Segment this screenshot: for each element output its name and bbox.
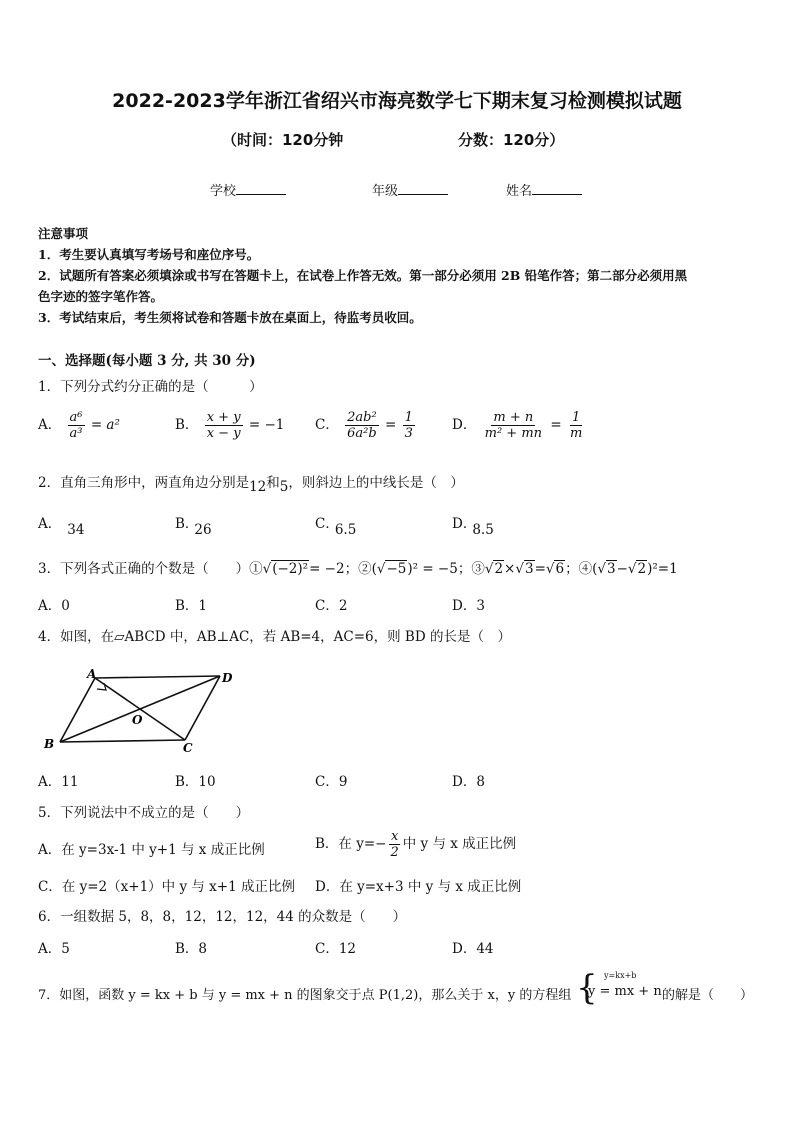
q1-d-fraction: $\frac{m + n}{\text{m² + mn}}$	[484, 410, 543, 441]
q2-option-b: B．26	[175, 516, 212, 538]
q2-leg-1: 12	[249, 479, 267, 495]
q6-option-b: B．8	[175, 941, 208, 957]
q1-c-label: C．	[315, 417, 339, 433]
name-blank	[532, 182, 582, 195]
q4-side-bc	[60, 740, 185, 742]
q5-stem: 5．下列说法中不成立的是（ ）	[38, 805, 250, 821]
notice-item-1: 1．考生要认真填写考场号和座位序号。	[38, 247, 260, 262]
q1-b-fraction: $\frac{x + y}{x - y}$	[206, 410, 241, 441]
q4-label-c: C	[183, 741, 193, 754]
grade-field	[372, 180, 448, 199]
q5-option-c: C．在 y=2（x+1）中 y 与 x+1 成正比例	[38, 879, 295, 895]
q5-option-b: B．在 y=− $\frac{x}{2}$ 中 y 与 x 成正比例	[315, 829, 517, 860]
q1-a-label: A．	[38, 417, 62, 433]
q3-option-c: C．2	[315, 598, 348, 614]
q1-d-rhs-fraction: $\frac{1}{m}$	[569, 410, 583, 441]
q7-stem: 7．如图，函数 y = kx + b 与 y = mx + n 的图象交于点 P(1,2)，那么关于 x，y 的方程组	[38, 988, 572, 1003]
q4-side-ad	[95, 676, 220, 678]
q4-label-a: A	[87, 667, 97, 681]
q4-right-angle-mark	[97, 683, 106, 690]
q1-stem: 1．下列分式约分正确的是（ ）	[38, 379, 263, 395]
q3-option-b: B．1	[175, 598, 208, 614]
q2-stem: 2．直角三角形中，两直角边分别是12和5，则斜边上的中线长是（ ）	[38, 475, 464, 495]
q5-option-a: A．在 y=3x-1 中 y+1 与 x 成正比例	[38, 842, 265, 858]
notice-item-3: 3．考试结束后，考生须将试卷和答题卡放在桌面上，待监考员收回。	[38, 310, 422, 325]
q4-option-b: B．10	[175, 774, 216, 790]
q3-option-d: D．3	[452, 598, 485, 614]
notice-item-2-cont: 色字迹的签字笔作答。	[38, 289, 164, 304]
q7-system-bottom: y = mx + n	[588, 984, 662, 999]
q5-option-d: D．在 y=x+3 中 y 与 x 成正比例	[315, 879, 522, 895]
q1-b-rhs: = −1	[248, 417, 285, 433]
q3-option-a: A．0	[38, 598, 70, 614]
q6-option-a: A．5	[38, 941, 70, 957]
q1-a-rhs: = a²	[90, 417, 120, 433]
q4-label-o: O	[132, 713, 143, 727]
q3-stem: 3．下列各式正确的个数是（ ）①√(−2)²= −2；②(√−5)² = −5；③√2×√3=√6；④(√3−√2)²=1	[38, 561, 678, 577]
q1-option-c: C． $\frac{\text{2ab²}}{\text{6a²b}}$ = $\frac{1}{3}$	[315, 410, 413, 441]
notice-item-2: 2．试题所有答案必须填涂或书写在答题卡上，在试卷上作答无效。第一部分必须用 2B 铅笔作答；第二部分必须用黑	[38, 268, 688, 283]
q4-diagonal-bd	[60, 676, 220, 742]
q2-leg-2: 5	[279, 479, 289, 495]
q1-option-b	[175, 410, 284, 441]
q1-c-rhs-fraction: $\frac{1}{3}$	[404, 410, 413, 441]
score-label: 分数：120分）	[458, 131, 565, 149]
name-label: 姓名	[506, 184, 533, 199]
q1-option-d: D． $\frac{m + n}{\text{m² + mn}}$ = $\frac{1}{m}$	[452, 410, 583, 441]
q2-option-c: C．6.5	[315, 516, 357, 538]
q4-side-dc	[185, 676, 220, 740]
grade-blank	[398, 182, 448, 195]
q4-option-a: A．11	[38, 774, 79, 790]
grade-label: 年级	[372, 184, 399, 199]
q2-option-a: A． 34	[38, 516, 85, 538]
q4-stem: 4．如图，在▱ABCD 中，AB⊥AC，若 AB=4，AC=6，则 BD 的长是（ ）	[38, 629, 511, 645]
q1-b-label: B．	[175, 417, 199, 433]
q4-option-d: D．8	[452, 774, 485, 790]
school-field	[210, 180, 286, 199]
q7-system-top: y=kx+b	[604, 971, 637, 980]
school-label: 学校	[210, 184, 237, 199]
name-field	[506, 180, 582, 199]
notice-heading: 注意事项	[38, 226, 89, 241]
q6-option-c: C．12	[315, 941, 357, 957]
q7-tail: 的解是（ ）	[662, 988, 754, 1003]
q1-c-fraction: $\frac{\text{2ab²}}{\text{6a²b}}$	[347, 410, 377, 441]
q1-option-a	[38, 410, 120, 441]
exam-title: 2022-2023学年浙江省绍兴市海亮数学七下期末复习检测模拟试题	[112, 90, 682, 112]
section-heading: 一、选择题(每小题 3 分, 共 30 分)	[38, 353, 256, 369]
q6-stem: 6．一组数据 5，8，8，12，12，12，44 的众数是（ ）	[38, 909, 407, 925]
q1-a-fraction: $\frac{\text{a⁶}}{\text{a³}}$	[69, 410, 83, 441]
q4-label-d: D	[222, 671, 233, 685]
school-blank	[236, 182, 286, 195]
q4-label-b: B	[44, 737, 55, 751]
q7-system-brace: {	[576, 968, 598, 1008]
q1-d-label: D．	[452, 417, 477, 433]
q6-option-d: D．44	[452, 941, 494, 957]
q4-parallelogram-figure	[40, 662, 240, 754]
q5-b-fraction: $\frac{x}{2}$	[390, 829, 399, 860]
q4-side-ab	[60, 678, 95, 742]
time-label: （时间：120分钟	[222, 131, 344, 149]
q2-option-d: D．8.5	[452, 516, 494, 538]
q4-option-c: C．9	[315, 774, 348, 790]
